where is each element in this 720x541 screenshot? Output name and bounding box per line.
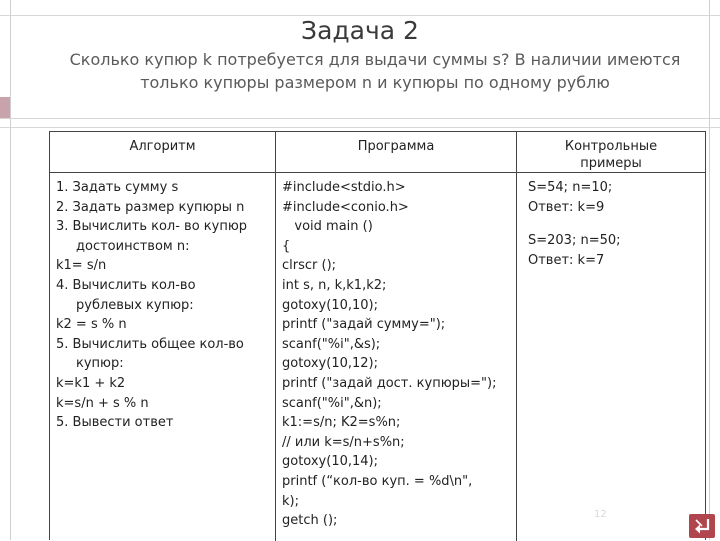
- program-line: #include<conio.h>: [282, 199, 409, 215]
- subtitle-line-2: только купюры размером n и купюры по одному рублю: [140, 73, 610, 92]
- accent-bar: [0, 97, 10, 118]
- algorithm-line: k2 = s % n: [56, 317, 127, 333]
- header-rule-upper: [0, 118, 720, 119]
- example-spacer: [528, 217, 703, 231]
- program-line: printf ("задай дост. купюры=");: [282, 375, 497, 391]
- algorithm-line: достоинством n:: [76, 238, 190, 254]
- header-examples: [517, 138, 705, 172]
- algorithm-line: 5. Вычислить общее кол-во: [56, 336, 244, 352]
- program-line: {: [282, 238, 291, 254]
- program-line: printf (“кол-во куп. = %d\n",: [282, 473, 473, 489]
- header-rule-lower: [0, 127, 720, 128]
- algorithm-line: k=s/n + s % n: [56, 395, 149, 411]
- page-number: 12: [594, 509, 607, 520]
- algorithm-line: рублевых купюр:: [76, 297, 194, 313]
- algorithm-line: 4. Вычислить кол-во: [56, 277, 196, 293]
- solution-table: [49, 131, 706, 540]
- program-line: // или k=s/n+s%n;: [282, 434, 405, 450]
- program-line: scanf("%i",&s);: [282, 336, 381, 352]
- example-1-input: S=54; n=10;: [528, 180, 613, 195]
- subtitle-line-1: Сколько купюр k потребуется для выдачи суммы s? В наличии имеются: [69, 50, 681, 69]
- examples-cell: [528, 178, 703, 270]
- slide-subtitle: [40, 48, 710, 94]
- header-examples-line-1: Контрольные: [564, 139, 658, 154]
- example-1-answer: Ответ: k=9: [528, 199, 605, 215]
- program-line: scanf("%i",&n);: [282, 395, 382, 411]
- program-line: int s, n, k,k1,k2;: [282, 277, 387, 293]
- header-program: Программа: [357, 139, 435, 154]
- return-arrow-icon: [693, 517, 711, 535]
- program-cell: [282, 178, 514, 531]
- return-button[interactable]: [689, 514, 715, 538]
- program-line: void main (): [282, 219, 373, 235]
- program-line: k1:=s/n; K2=s%n;: [282, 415, 401, 431]
- example-2-answer: Ответ: k=7: [528, 252, 605, 268]
- program-line: getch ();: [282, 513, 338, 529]
- algorithm-line: 5. Вывести ответ: [56, 415, 174, 431]
- algorithm-line: k1= s/n: [56, 258, 107, 274]
- column-divider-2: [516, 132, 517, 541]
- algorithm-line: 1. Задать сумму s: [56, 180, 179, 195]
- algorithm-line: 3. Вычислить кол- во купюр: [56, 219, 248, 235]
- header-examples-line-2: примеры: [580, 156, 642, 171]
- program-line: gotoxy(10,14);: [282, 454, 378, 470]
- left-border-line: [10, 0, 11, 540]
- program-line: printf ("задай сумму=");: [282, 317, 446, 333]
- algorithm-line: 2. Задать размер купюры n: [56, 199, 245, 215]
- algorithm-line: купюр:: [76, 356, 124, 372]
- program-line: #include<stdio.h>: [282, 180, 406, 195]
- program-line: clrscr ();: [282, 258, 337, 274]
- program-line: gotoxy(10,12);: [282, 356, 378, 372]
- algorithm-line: k=k1 + k2: [56, 375, 126, 391]
- algorithm-cell: [56, 178, 272, 433]
- header-algorithm: Алгоритм: [129, 139, 196, 154]
- program-line: gotoxy(10,10);: [282, 297, 378, 313]
- example-2-input: S=203; n=50;: [528, 233, 621, 249]
- slide-title: Задача 2: [301, 16, 419, 45]
- column-divider-1: [275, 132, 276, 541]
- program-line: k);: [282, 493, 299, 509]
